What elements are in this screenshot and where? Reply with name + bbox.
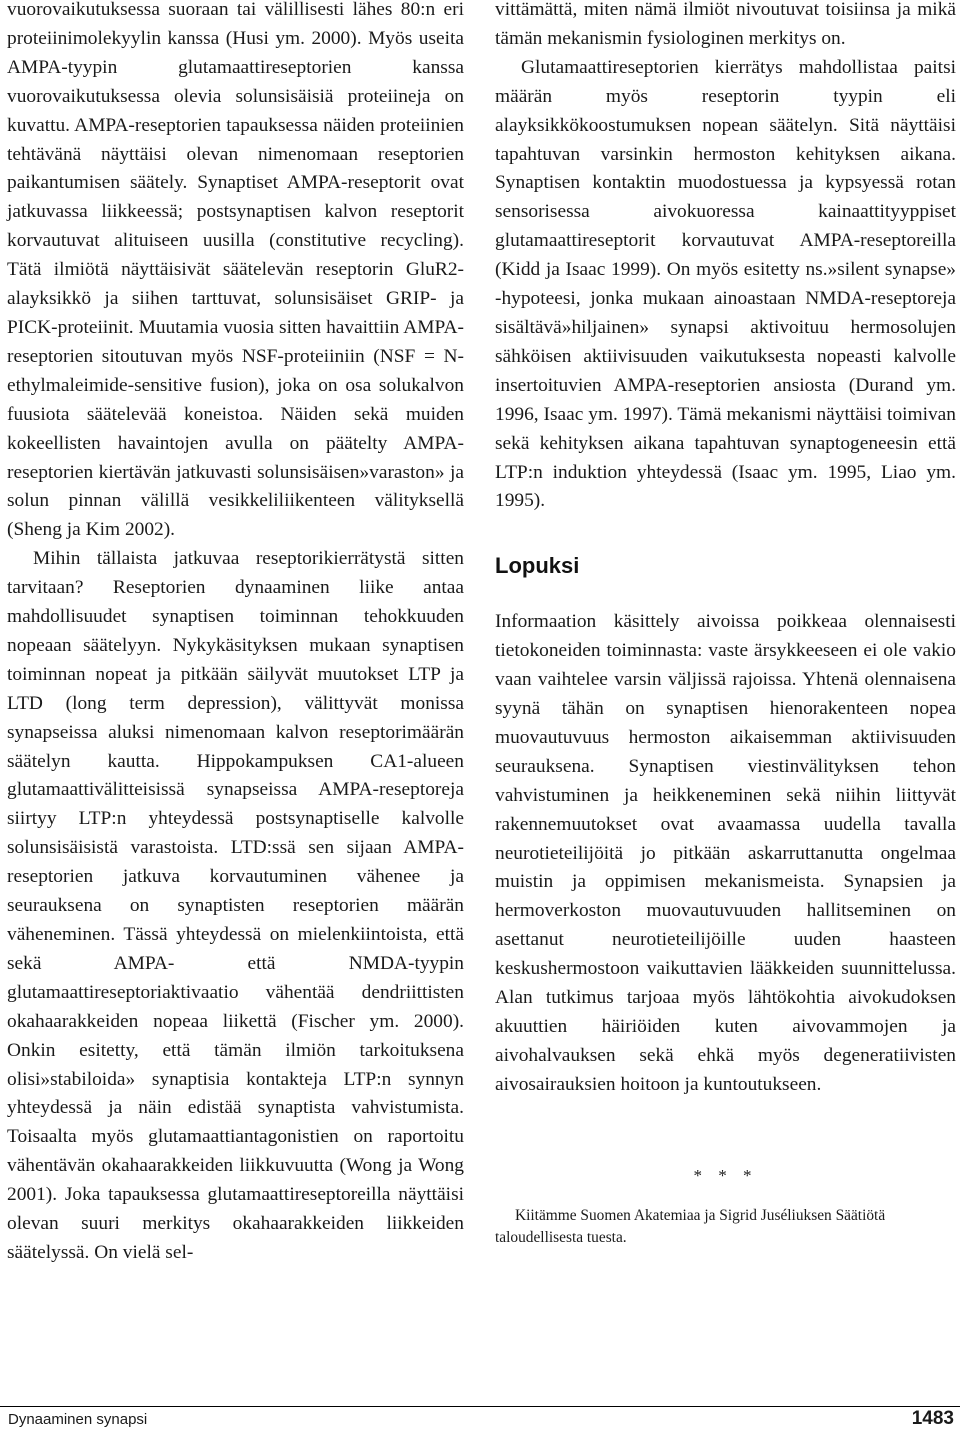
right-column	[495, 0, 956, 1249]
acknowledgement: Kiitämme Suomen Akatemiaa ja Sigrid Juséliuksen Säätiötä taloudellisesta tuesta.	[495, 1206, 886, 1246]
section-heading: Lopuksi	[495, 553, 580, 579]
body-paragraph-1: vuorovaikutuksessa suoraan tai välillisesti lähes 80:n eri proteiinimolekyylin kanssa (Husi ym. 2000). Myös useita AMPA-tyypin glutamaattireseptorien kanssa vuorovaikutuksessa olevia solunsisäisiä proteiineja on kuvattu. AMPA-reseptorien tapauksessa näiden proteiinien tehtävänä näyttäisi olevan nimenomaan reseptorien paikantumisen säätely. Synaptiset AMPA-reseptorit ovat jatkuvassa liikkeessä; postsynaptisen kalvon reseptorit korvautuvat alituiseen uusilla (constitutive recycling). Tätä ilmiötä näyttäisivät säätelevän reseptorin GluR2-alayksikkö ja siihen tarttuvat, solunsisäiset GRIP- ja PICK-proteiinit. Muutamia vuosia sitten havaittiin AMPA-reseptorien sitoutuvan myös NSF-proteiiniin (NSF = N-ethylmaleimide-sensitive fusion), joka on osa solukalvon fuusiota säätelevää koneistoa. Näiden sekä muiden kokeellisten havaintojen avulla on päätelty AMPA-reseptorien kiertävän jatkuvasti solunsisäisen»varaston» ja solun pinnan välillä vesikkeliliikenteen välityksellä (Sheng ja Kim 2002).	[7, 0, 464, 541]
page-footer	[0, 1406, 960, 1432]
left-column	[7, 0, 464, 1268]
body-paragraph-5: Informaation käsittely aivoissa poikkeaa olennaisesti tietokoneiden toiminnasta: vaste ärsykkeeseen ei ole vakio vaan vaihtelee varsin väljissä rajoissa. Yhtenä olennaisena syynä tähän on synaptisen hienorakenteen nopea muovautuvuus hermoston aikaisemman aktiivisuuden seurauksena. Synaptisen viestinvälityksen tehon vahvistuminen ja heikkeneminen sekä niihin liittyvät rakennemuutokset ovat avaamassa uudella tavalla neurotieteilijöitä jo pitkään askarruttanutta ongelmaa muistin ja oppimisen mekanismeista. Synapsien ja hermoverkoston muovautuvuuden hallitseminen on asettanut neurotieteilijöille uuden haasteen keskushermostoon vaikuttavien lääkkeiden suunnittelussa. Alan tutkimus tarjoaa myös lähtökohtia aivokudoksen akuuttien häiriöiden kuten aivovammojen ja aivohalvauksen sekä ehkä myös degeneratiivisten aivosairauksien hoitoon ja kuntoutukseen.	[495, 611, 956, 1095]
running-title: Dynaaminen synapsi	[8, 1411, 148, 1428]
body-paragraph-2: Mihin tällaista jatkuvaa reseptorikierrätystä sitten tarvitaan? Reseptorien dynaaminen liike antaa mahdollisuudet synaptisen toiminnan tehokkuuden nopeaan säätelyyn. Nykykäsityksen mukaan synaptisen toiminnan nopeat ja pitkään säilyvät muutokset LTP ja LTD (long term depression), välittyvät monissa synapseissa aluksi nimenomaan kalvon reseptorimäärän säätelyn kautta. Hippokampuksen CA1-alueen glutamaattivälitteisissä synapseissa AMPA-reseptoreja siirtyy LTP:n yhteydessä postsynaptiselle kalvolle solunsisäisistä varastoista. LTD:ssä sen sijaan AMPA-reseptorien jatkuva korvautuminen vähenee ja seurauksena on synaptisten reseptorien määrän väheneminen. Tässä yhteydessä on mielenkiintoista, että sekä AMPA- että NMDA-tyypin glutamaattireseptoriaktivaatio vähentää dendriittisten okahaarakkeiden nopeaa liikettä (Fischer ym. 2000). Onkin esitetty, että tämän ilmiön tarkoituksena olisi»stabiloida» synaptisia kontakteja LTP:n synnyn yhteydessä ja näin edistää synaptista vahvistumista. Toisaalta myös glutamaattiantagonistien on raportoitu vähentävän okahaarakkeiden liikkuvuutta (Wong ja Wong 2001). Joka tapauksessa glutamaattireseptoreilla näyttäisi olevan suuri merkitys okahaarakkeiden liikkeiden säätelyssä. On vielä sel-	[7, 548, 464, 1263]
page-number: 1483	[911, 1408, 954, 1429]
body-paragraph-4: Glutamaattireseptorien kierrätys mahdollistaa paitsi määrän myös reseptorin tyypin eli alayksikkökoostumuksen nopean säätelyn. Sitä näyttäisi tapahtuvan varsinkin hermoston kehityksen aikana. Synaptisen kontaktin muodostuessa ja kypsyessä rotan sensorisessa aivokuoressa kainaattityyppiset glutamaattireseptorit korvautuvat AMPA-reseptoreilla (Kidd ja Isaac 1999). On myös esitetty ns.»silent synapse» -hypoteesi, jonka mukaan ainoastaan NMDA-reseptoreja sisältävä»hiljainen» synapsi aktivoituu hermosolujen sähköisen aktiivisuuden vaikutuksesta nopeasti kalvolle insertoituvien AMPA-reseptorien ansiosta (Durand ym. 1996, Isaac ym. 1997). Tämä mekanismi näyttäisi toimivan sekä kehityksen aikana tapahtuvan synaptogeneesin että LTP:n induktion yhteydessä (Isaac ym. 1995, Liao ym. 1995).	[495, 56, 956, 512]
body-paragraph-3: vittämättä, miten nämä ilmiöt nivoutuvat toisiinsa ja mikä tämän mekanismin fysiologinen merkitys on.	[495, 0, 956, 49]
section-separator: * * *	[693, 1165, 758, 1185]
